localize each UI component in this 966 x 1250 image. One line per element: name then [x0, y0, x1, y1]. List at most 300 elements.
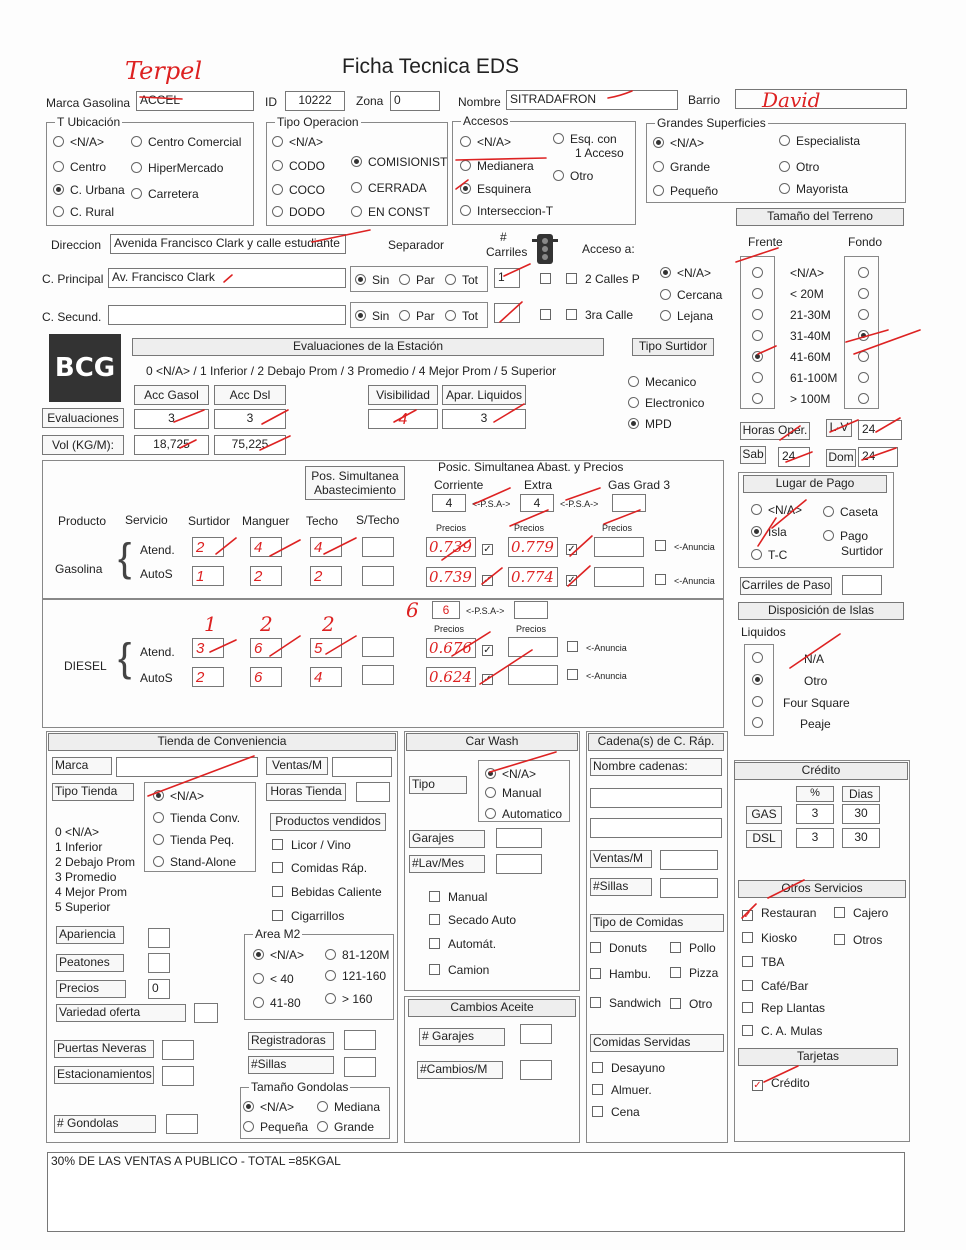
carwash-tipo-radios [478, 760, 570, 822]
p-chk1[interactable] [540, 272, 559, 286]
diesel-psa-arrow: <-P.S.A-> [466, 606, 505, 616]
gas-atend-surtidor[interactable]: 2 [192, 537, 224, 557]
frente-radio[interactable] [752, 371, 769, 385]
dom-value[interactable]: 24 [858, 447, 898, 467]
acc-intersec[interactable]: Interseccion-T [460, 204, 553, 218]
principal-label: C. Principal [42, 272, 104, 286]
variedad-label: Variedad oferta [56, 1004, 186, 1022]
os-cafe[interactable]: Café/Bar [742, 979, 808, 993]
diesel-autos-surtidor[interactable]: 2 [192, 667, 224, 687]
area-81[interactable]: 81-120M [325, 948, 389, 962]
acc-esquinera[interactable]: Esquinera [460, 182, 531, 196]
tienda-sillas-field[interactable] [344, 1057, 376, 1077]
vol-gasol[interactable]: 18,725 [134, 435, 209, 455]
cw-chk-manual[interactable]: Manual [429, 890, 487, 904]
ubic-hiper[interactable]: HiperMercado [131, 161, 223, 175]
evaluaciones-title: Evaluaciones de la Estación [132, 338, 604, 356]
principal-separador [350, 266, 488, 292]
frente-radio[interactable] [752, 308, 769, 322]
nombre-cadenas-label: Nombre cadenas: [590, 758, 722, 776]
tienda-ventas-label: Ventas/M [266, 757, 328, 775]
cw-chk-camion[interactable]: Camion [429, 963, 489, 977]
sab-label: Sab [740, 446, 766, 464]
variedad-field[interactable] [194, 1003, 218, 1023]
gas-autos-surtidor[interactable]: 1 [192, 566, 224, 586]
tc-otro[interactable]: Otro [670, 997, 712, 1011]
gs-especialista[interactable]: Especialista [779, 134, 860, 148]
gs-grande[interactable]: Grande [653, 160, 710, 174]
cw-auto[interactable]: Automatico [485, 807, 562, 821]
psa-corriente[interactable]: 4 [432, 494, 466, 512]
op-codo[interactable]: CODO [272, 159, 325, 173]
diesel-autos-stecho[interactable] [362, 665, 394, 685]
lp-isla[interactable]: Isla [751, 525, 787, 539]
corriente-label: Corriente [434, 478, 484, 492]
vol-dsl[interactable]: 75,225 [214, 435, 286, 455]
diesel-price-2-autos[interactable] [508, 665, 558, 685]
gond-mediana[interactable]: Mediana [317, 1100, 380, 1114]
s-tot[interactable]: Tot [445, 309, 478, 323]
visibilidad-label: Visibilidad [368, 385, 438, 405]
liquidos-label: Liquidos [741, 625, 786, 639]
tc-sandwich[interactable]: Sandwich [590, 996, 661, 1010]
disp-four: Four Square [783, 696, 850, 710]
tienda-ventas-field[interactable] [332, 757, 392, 777]
cw-chk-automat[interactable]: Automát. [429, 937, 496, 951]
cadena-ventas-field[interactable] [660, 850, 718, 870]
acc-1acceso: 1 Acceso [575, 146, 624, 160]
tt-na[interactable]: <N/A> [153, 789, 204, 803]
comidas-servidas-label: Comidas Servidas [590, 1034, 724, 1052]
direccion-field[interactable]: Avenida Francisco Clark y calle estudiante [110, 234, 346, 254]
secund-separador [350, 302, 488, 328]
productos-divider [42, 598, 724, 600]
acc-esq[interactable]: Esq. con [553, 132, 617, 146]
area-121[interactable]: 121-160 [325, 969, 386, 983]
ubic-carretera[interactable]: Carretera [131, 187, 199, 201]
operacion-group [266, 115, 448, 226]
ts-electronico[interactable]: Electronico [628, 396, 704, 410]
col-producto: Producto [58, 514, 107, 528]
area-160[interactable]: > 160 [325, 992, 372, 1006]
op-cerrada[interactable]: CERRADA [351, 181, 427, 195]
secund-field[interactable] [108, 305, 346, 325]
ubic-urbana[interactable]: C. Urbana [53, 183, 125, 197]
pv-cigarrillos[interactable]: Cigarrillos [272, 909, 344, 923]
diesel-atend-manguer[interactable]: 6 [250, 638, 282, 658]
frente-label: Frente [748, 235, 783, 249]
diesel-precios-2: Precios [516, 624, 547, 634]
cw-manual[interactable]: Manual [485, 786, 541, 800]
scale-0: 0 <N/A> [55, 825, 100, 839]
frente-radio[interactable] [752, 392, 769, 406]
diesel-autos-label: AutoS [140, 671, 173, 685]
fondo-radio[interactable] [858, 371, 875, 385]
secund-carriles[interactable] [494, 303, 520, 323]
acceso-na[interactable]: <N/A> [660, 266, 711, 280]
tt-stand[interactable]: Stand-Alone [153, 855, 236, 869]
disp-otro-radio[interactable] [752, 673, 769, 687]
principal-field[interactable]: Av. Francisco Clark [108, 268, 346, 288]
diesel-precios-1: Precios [434, 624, 465, 634]
gas-autos-stecho[interactable] [362, 566, 394, 586]
disp-peaje: Peaje [800, 717, 831, 731]
zona-field[interactable]: 0 [390, 91, 440, 111]
tt-peq[interactable]: Tienda Peq. [153, 833, 234, 847]
col-stecho: S/Techo [356, 513, 400, 527]
col-techo: Techo [306, 514, 339, 528]
cadena-sillas-field[interactable] [660, 878, 718, 898]
extra-label: Extra [524, 478, 553, 492]
gasolina-brace: { [118, 536, 132, 580]
fondo-radio[interactable] [858, 392, 875, 406]
diesel-label: DIESEL [64, 659, 107, 673]
apariencia-field[interactable] [148, 928, 170, 948]
os-tba[interactable]: TBA [742, 955, 784, 969]
op-coco[interactable]: COCO [272, 183, 325, 197]
os-otros[interactable]: Otros [834, 933, 882, 947]
precios-tienda-label: Precios [56, 980, 126, 998]
credito-pct-label: % [796, 786, 834, 802]
s-chk1[interactable] [540, 308, 559, 322]
diesel-top-1: 1 [204, 612, 217, 636]
ubicacion-group [46, 115, 254, 226]
os-mulas[interactable]: C. A. Mulas [742, 1024, 822, 1038]
fondo-radio[interactable] [858, 266, 875, 280]
lv-value[interactable]: 24 [858, 420, 902, 440]
terreno-option-label: 61-100M [790, 371, 838, 385]
acc-dsl-label: Acc Dsl [214, 385, 286, 405]
psa-extra[interactable]: 4 [520, 494, 554, 512]
evaluaciones-row-label: Evaluaciones [42, 408, 124, 428]
carwash-tipo-label: Tipo [409, 776, 467, 794]
tc-hambu[interactable]: Hambu. [590, 967, 651, 981]
lugar-pago-group [738, 472, 894, 568]
grandes-title: Grandes Superficies [657, 116, 766, 130]
gas-price-corriente-autos[interactable]: 0.739 [426, 567, 476, 587]
fondo-radio[interactable] [858, 329, 875, 343]
diesel-atend-label: Atend. [140, 645, 175, 659]
diesel-anuncia-1[interactable]: <-Anuncia [567, 640, 627, 654]
tc-pizza[interactable]: Pizza [670, 966, 718, 980]
tienda-marca-label: Marca [52, 757, 112, 775]
p-tot[interactable]: Tot [445, 273, 478, 287]
cs-cena[interactable]: Cena [592, 1105, 640, 1119]
diesel-psa-2[interactable] [514, 601, 548, 619]
cadena-ventas-label: Ventas/M [590, 850, 652, 868]
credito-gas-pct[interactable]: 3 [796, 804, 834, 824]
gas-price-extra-autos[interactable]: 0.774 [508, 567, 558, 587]
cs-almuer[interactable]: Almuer. [592, 1083, 652, 1097]
cambios-field[interactable] [520, 1060, 552, 1080]
cadena-field-2[interactable] [590, 818, 722, 838]
diesel-price-autos[interactable]: 0.624 [426, 667, 476, 687]
diesel-brace: { [118, 636, 132, 680]
gas-autos-techo[interactable]: 2 [310, 566, 342, 586]
gas-anuncia-2[interactable]: <-Anuncia [655, 573, 715, 587]
registradoras-field[interactable] [344, 1030, 376, 1050]
gas-chk-e2[interactable]: ✓ [567, 575, 576, 586]
gas-autos-manguer[interactable]: 2 [250, 566, 282, 586]
aceite-garajes-field[interactable] [520, 1024, 552, 1044]
peatones-label: Peatones [56, 954, 124, 972]
gas-atend-manguer[interactable]: 4 [250, 537, 282, 557]
diesel-atend-techo[interactable]: 5 [310, 638, 342, 658]
gond-pequena[interactable]: Pequeña [243, 1120, 308, 1134]
id-field[interactable]: 10222 [285, 91, 345, 111]
disp-na-radio[interactable] [752, 651, 769, 665]
gas-chk-c2[interactable]: ✓ [483, 575, 492, 586]
precios-label-2: Precios [514, 523, 545, 533]
col-servicio: Servicio [125, 513, 168, 527]
barrio-field[interactable] [735, 89, 907, 109]
s-3racalle[interactable]: 3ra Calle [566, 308, 633, 322]
diesel-autos-manguer[interactable]: 6 [250, 667, 282, 687]
ubic-centro[interactable]: Centro [53, 160, 106, 174]
gs-otro[interactable]: Otro [779, 160, 819, 174]
puertas-field[interactable] [162, 1040, 194, 1060]
scale-2: 2 Debajo Prom [55, 855, 136, 869]
cambios-label: #Cambios/M [417, 1061, 503, 1079]
grandes-group [646, 116, 906, 203]
gas-price-g3-autos[interactable] [594, 567, 644, 587]
gondolas-field[interactable] [166, 1114, 198, 1134]
form-title: Ficha Tecnica EDS [342, 55, 520, 78]
nombre-label: Nombre [458, 95, 501, 109]
credito-dsl-dias[interactable]: 30 [842, 828, 880, 848]
notes-field[interactable]: 30% DE LAS VENTAS A PUBLICO - TOTAL =85KGAL [47, 1152, 905, 1232]
lp-na[interactable]: <N/A> [751, 503, 802, 517]
os-cajero[interactable]: Cajero [834, 906, 888, 920]
lavmes-field[interactable] [496, 854, 542, 874]
tipo-comidas-label: Tipo de Comidas [590, 914, 724, 932]
lp-caseta[interactable]: Caseta [823, 505, 878, 519]
accesos-group [452, 114, 636, 225]
tipo-tienda-radios [144, 782, 256, 872]
ts-mpd[interactable]: MPD [628, 417, 672, 431]
accesos-title: Accesos [463, 114, 509, 128]
cw-na[interactable]: <N/A> [485, 767, 536, 781]
nombre-field[interactable]: SITRADAFRON [506, 90, 678, 110]
horas-tienda-field[interactable] [356, 782, 390, 802]
gs-mayorista[interactable]: Mayorista [779, 182, 848, 196]
credito-gas-label: GAS [746, 806, 782, 824]
diesel-autos-techo[interactable]: 4 [310, 667, 342, 687]
op-enconst[interactable]: EN CONST [351, 205, 430, 219]
gondolas-group [240, 1080, 390, 1139]
aceite-title: Cambios Aceite [408, 999, 576, 1017]
gas-atend-techo[interactable]: 4 [310, 537, 342, 557]
ubicacion-title: T Ubicación [57, 115, 121, 129]
gasolina-autos-label: AutoS [140, 567, 173, 581]
diesel-atend-stecho[interactable] [362, 637, 394, 657]
diesel-atend-surtidor[interactable]: 3 [192, 638, 224, 658]
gs-na[interactable]: <N/A> [653, 136, 704, 150]
lp-tc[interactable]: T-C [751, 548, 787, 562]
diesel-chk-2[interactable]: ✓ [483, 674, 492, 685]
diesel-psa[interactable]: 6 [432, 601, 460, 619]
sab-value[interactable]: 24 [778, 447, 810, 467]
puertas-label: Puertas Neveras [54, 1040, 154, 1058]
carwash-title: Car Wash [406, 733, 578, 751]
frente-radio[interactable] [752, 287, 769, 301]
acceso-a-label: Acceso a: [582, 242, 635, 256]
gas-anuncia-1[interactable]: <-Anuncia [655, 539, 715, 553]
acc-gasol-label: Acc Gasol [134, 385, 209, 405]
precios-tienda-field[interactable]: 0 [148, 979, 170, 999]
area-40[interactable]: < 40 [253, 972, 294, 986]
gasolina-label: Gasolina [55, 562, 103, 576]
col-surtidor: Surtidor [188, 514, 231, 528]
acc-medianera[interactable]: Medianera [460, 159, 534, 173]
handwritten-barrio: David [762, 88, 821, 112]
bcg-logo: BCG [49, 334, 121, 402]
op-na[interactable]: <N/A> [272, 135, 323, 149]
ubic-cc[interactable]: Centro Comercial [131, 135, 241, 149]
frente-radio[interactable] [752, 329, 769, 343]
gas-price-extra-atend[interactable]: 0.779 [508, 537, 558, 557]
separador-label: Separador [388, 238, 445, 252]
credito-dsl-pct[interactable]: 3 [796, 828, 834, 848]
posic-label: Posic. Simultanea Abast. y Precios [438, 460, 624, 474]
eval-acc-gasol[interactable]: 3 [134, 409, 209, 429]
area-na[interactable]: <N/A> [253, 948, 304, 962]
p-2calles[interactable]: 2 Calles P [566, 272, 640, 286]
lp-surtidor: Surtidor [841, 544, 884, 558]
gs-pequeno[interactable]: Pequeño [653, 184, 718, 198]
cs-desayuno[interactable]: Desayuno [592, 1061, 665, 1075]
pv-comidas[interactable]: Comidas Ráp. [272, 861, 367, 875]
id-label: ID [265, 95, 277, 109]
tienda-marca-field[interactable] [116, 757, 258, 777]
acceso-lejana[interactable]: Lejana [660, 309, 713, 323]
terreno-option-label: 31-40M [790, 329, 831, 343]
principal-carriles[interactable]: 1 [494, 268, 520, 288]
os-restauran[interactable]: ✓ Restauran [743, 906, 817, 921]
diesel-anuncia-2[interactable]: <-Anuncia [567, 668, 627, 682]
gasolina-atend-label: Atend. [140, 543, 175, 557]
lp-pago[interactable]: Pago [823, 529, 868, 543]
diesel-top-2: 2 [260, 612, 273, 636]
diesel-chk-1[interactable]: ✓ [483, 645, 492, 656]
terreno-option-label: <N/A> [790, 266, 825, 280]
op-comisionist[interactable]: COMISIONIST [351, 155, 447, 169]
carriles-label: Carriles [486, 245, 528, 259]
psa-gas3[interactable] [612, 494, 646, 512]
terreno-option-label: 41-60M [790, 350, 831, 364]
fondo-radio[interactable] [858, 287, 875, 301]
scale-5: 5 Superior [55, 900, 111, 914]
pv-bebidas[interactable]: Bebidas Caliente [272, 885, 382, 899]
disp-na: N/A [804, 652, 825, 666]
fondo-radio[interactable] [858, 308, 875, 322]
diesel-price-2-atend[interactable] [508, 637, 558, 657]
os-llantas[interactable]: Rep Llantas [742, 1001, 825, 1015]
gas-chk-c1[interactable]: ✓ [483, 544, 492, 555]
peatones-field[interactable] [148, 953, 170, 973]
evaluaciones-legend: 0 <N/A> / 1 Inferior / 2 Debajo Prom / 3 Promedio / 4 Mejor Prom / 5 Superior [146, 364, 557, 378]
estac-field[interactable] [162, 1066, 194, 1086]
os-kiosko[interactable]: Kiosko [742, 931, 797, 945]
p-par[interactable]: Par [399, 273, 435, 287]
pv-licor[interactable]: Licor / Vino [272, 838, 351, 852]
acc-otro[interactable]: Otro [553, 169, 593, 183]
gas-price-g3-atend[interactable] [594, 537, 644, 557]
p-sin[interactable]: Sin [355, 273, 389, 287]
apar-label: Apar. Liquidos [442, 385, 526, 405]
scale-3: 3 Promedio [55, 870, 117, 884]
marca-field[interactable]: ACCEL [136, 91, 254, 111]
cadena-field-1[interactable] [590, 788, 722, 808]
ubic-na[interactable]: <N/A> [53, 135, 104, 149]
aceite-garajes-label: # Garajes [419, 1028, 505, 1046]
gas-price-corriente-atend[interactable]: 0.739 [426, 537, 476, 557]
tienda-title: Tienda de Conveniencia [48, 733, 396, 751]
carriles-paso-field[interactable] [842, 575, 882, 595]
traffic-light-icon [532, 233, 558, 265]
frente-radio[interactable] [752, 266, 769, 280]
scale-1: 1 Inferior [55, 840, 103, 854]
disposicion-title: Disposición de Islas [738, 602, 904, 620]
gas-chk-e1[interactable]: ✓ [567, 544, 576, 555]
garajes-field[interactable] [496, 828, 542, 848]
gondolas-title: Tamaño Gondolas [251, 1080, 349, 1094]
credito-dias-label: Dias [842, 786, 880, 802]
tc-pollo[interactable]: Pollo [670, 941, 716, 955]
tarjeta-credito[interactable]: ✓ Crédito [753, 1076, 810, 1091]
carriles-hash: # [500, 230, 507, 244]
fondo-radio[interactable] [858, 350, 875, 364]
gond-grande[interactable]: Grande [317, 1120, 374, 1134]
cadena-title: Cadena(s) de C. Ráp. [588, 733, 724, 751]
acc-na[interactable]: <N/A> [460, 135, 511, 149]
gond-na[interactable]: <N/A> [243, 1100, 294, 1114]
disp-four-radio[interactable] [752, 695, 769, 709]
eval-visibilidad[interactable]: 4 [368, 409, 438, 429]
otros-title: Otros Servicios [738, 880, 906, 898]
eval-acc-dsl[interactable]: 3 [214, 409, 286, 429]
eval-apar[interactable]: 3 [442, 409, 526, 429]
ts-mecanico[interactable]: Mecanico [628, 375, 696, 389]
direccion-label: Direccion [51, 238, 102, 252]
productos-vendidos-label: Productos vendidos [270, 813, 386, 831]
estac-label: Estacionamientos [54, 1066, 154, 1084]
tarjetas-title: Tarjetas [738, 1048, 898, 1066]
acceso-cercana[interactable]: Cercana [660, 288, 722, 302]
tt-conv[interactable]: Tienda Conv. [153, 811, 240, 825]
diesel-top-3: 2 [322, 612, 335, 636]
area-title: Area M2 [255, 927, 301, 941]
ubic-rural[interactable]: C. Rural [53, 205, 114, 219]
s-sin[interactable]: Sin [355, 309, 389, 323]
tipo-surtidor-title: Tipo Surtidor [632, 338, 714, 356]
area-41[interactable]: 41-80 [253, 996, 301, 1010]
credito-gas-dias[interactable]: 30 [842, 804, 880, 824]
s-par[interactable]: Par [399, 309, 435, 323]
frente-radio[interactable] [752, 350, 769, 364]
tipo-tienda-label: Tipo Tienda [52, 783, 134, 801]
op-dodo[interactable]: DODO [272, 205, 325, 219]
gas-atend-stecho[interactable] [362, 537, 394, 557]
tc-donuts[interactable]: Donuts [590, 941, 647, 955]
disp-otro: Otro [804, 674, 828, 688]
diesel-psa-handwritten: 6 [406, 598, 419, 622]
disp-peaje-radio[interactable] [752, 716, 769, 730]
diesel-price-atend[interactable]: 0.676 [426, 638, 476, 658]
credito-title: Crédito [734, 762, 908, 780]
operacion-title: Tipo Operacion [277, 115, 359, 129]
cw-chk-secado[interactable]: Secado Auto [429, 913, 516, 927]
